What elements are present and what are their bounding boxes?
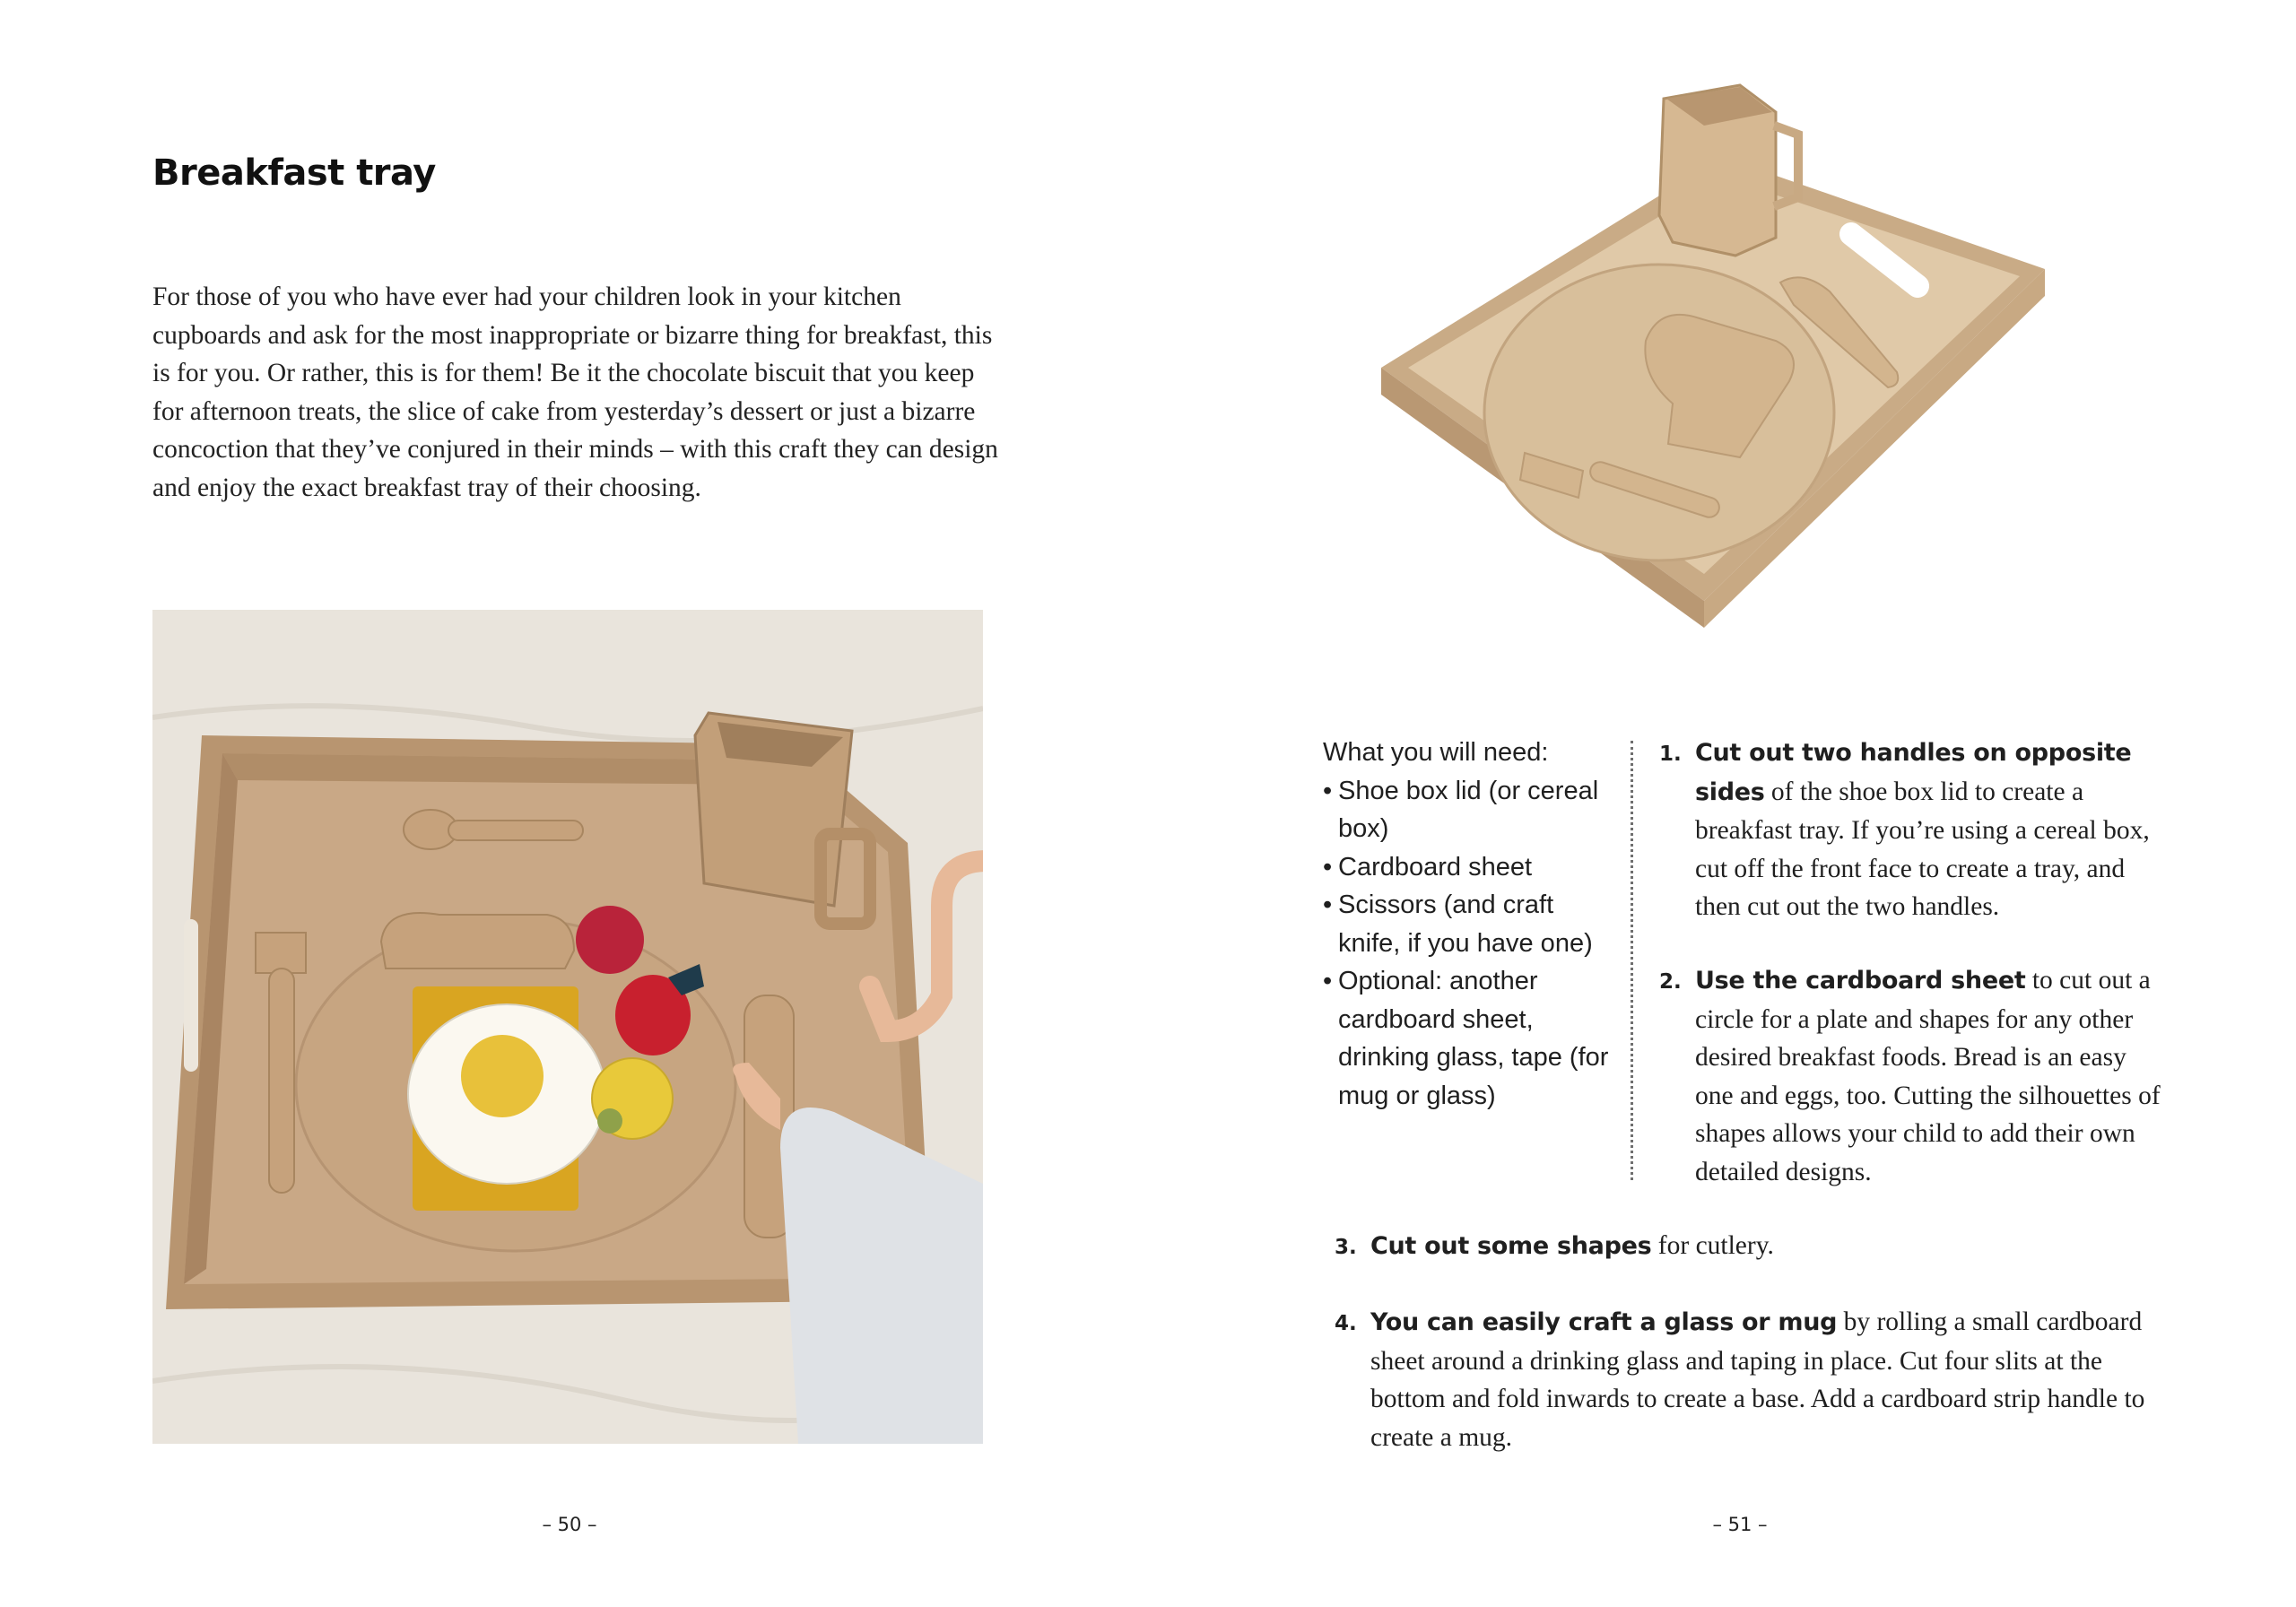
step-number: 4. xyxy=(1335,1312,1357,1335)
material-item: • Cardboard sheet xyxy=(1323,852,1533,882)
step-body: for cutlery. xyxy=(1651,1231,1774,1260)
diagram-plate xyxy=(1484,265,1834,560)
page-number: – 50 – xyxy=(542,1514,597,1535)
step-body: by rolling a small cardboard sheet around a drinking glass and taping in place. Cut four slits at the bottom and fold inwards to create a base. Add a cardboard strip handle to create a mug. xyxy=(1370,1307,2145,1452)
material-item: • Shoe box lid (or cereal box) xyxy=(1323,776,1599,843)
cardboard-tray-diagram xyxy=(1381,72,2045,673)
step-text xyxy=(1370,1303,2160,1456)
material-item: • Scissors (and craft knife, if you have one) xyxy=(1323,890,1593,958)
page-title: Breakfast tray xyxy=(152,152,436,194)
materials-items xyxy=(1323,772,1619,1116)
step-number: 2. xyxy=(1659,970,1682,994)
dotted-divider xyxy=(1631,741,1633,1180)
step-lead: Use the cardboard sheet xyxy=(1695,967,2026,995)
step-lead: You can easily craft a glass or mug xyxy=(1370,1308,1838,1336)
step-text xyxy=(1370,1227,2160,1266)
tray-diagram-illustration xyxy=(1381,72,2045,673)
step-text xyxy=(1695,734,2170,926)
material-item: • Optional: another cardboard sheet, drinking glass, tape (for mug or glass) xyxy=(1323,967,1609,1110)
step-body: to cut out a circle for a plate and shapes for any other desired breakfast foods. Bread is an easy one and eggs, too. Cutting the silhouettes of shapes allows your child to add their own detailed designs. xyxy=(1695,966,2161,1186)
step-lead: Cut out two handles on opposite sides xyxy=(1695,739,2132,806)
step-number: 3. xyxy=(1335,1236,1357,1259)
step-lead: Cut out some shapes xyxy=(1370,1232,1652,1260)
materials-title: What you will need: xyxy=(1323,738,1549,767)
materials-list xyxy=(1323,734,1619,1115)
step-number: 1. xyxy=(1659,743,1682,766)
intro-paragraph: For those of you who have ever had your children look in your kitchen cupboards and ask for the most inappropriate or bizarre thing for breakfast, this is for you. Or rather, this is for them! Be it the chocolate biscuit that you keep for afternoon treats, the slice of cake from yesterday’s dessert or just a bizarre concoction that they’ve conjured in their minds – with this craft they can design and enjoy the exact breakfast tray of their choosing. xyxy=(152,282,998,502)
step-text xyxy=(1695,961,2170,1191)
page-number: – 51 – xyxy=(1712,1514,1768,1535)
step-body: of the shoe box lid to create a breakfast tray. If you’re using a cereal box, cut off the front face to create a tray, and then cut out the two handles. xyxy=(1695,777,2150,921)
